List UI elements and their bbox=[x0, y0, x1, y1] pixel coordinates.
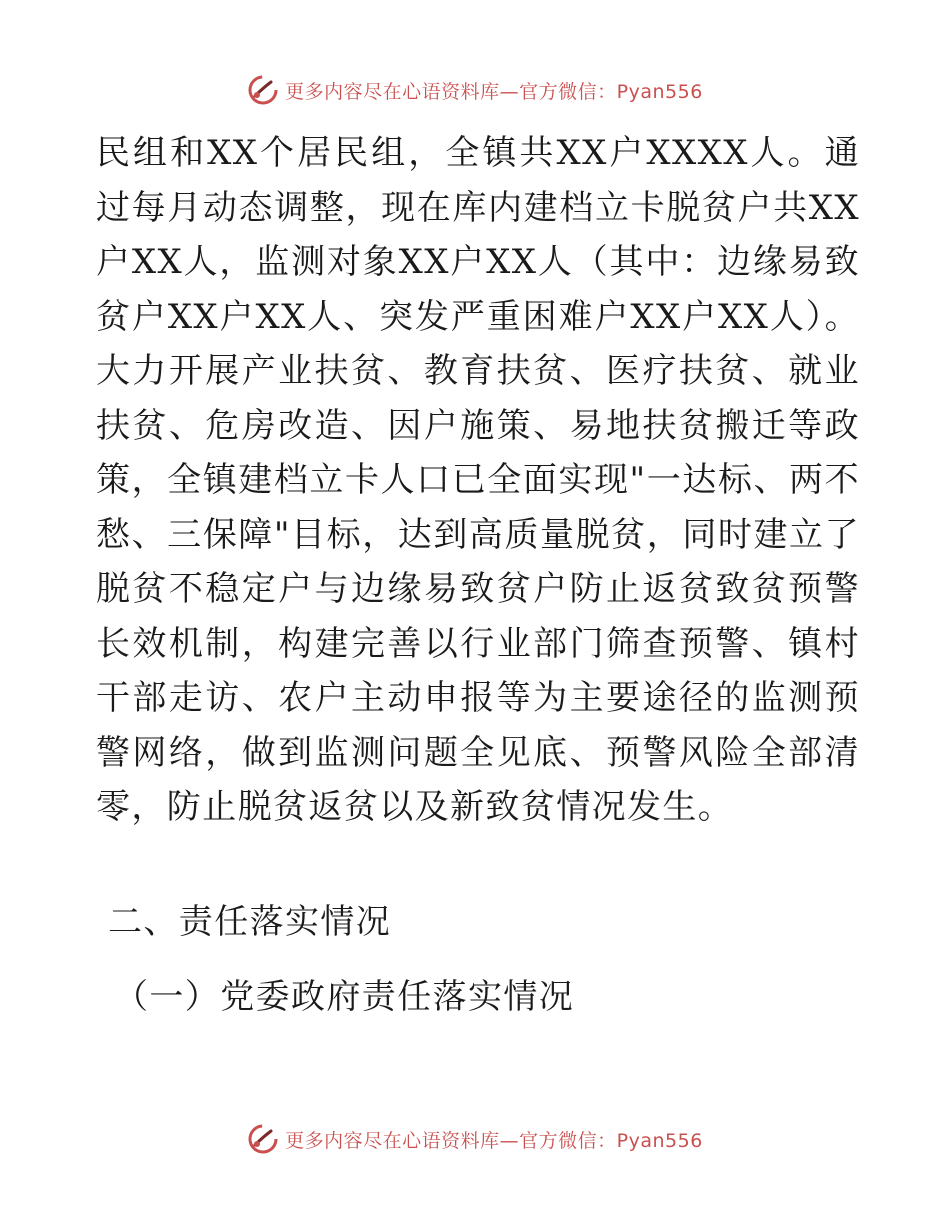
body-paragraph: 民组和XX个居民组，全镇共XX户XXXX人。通过每月动态调整，现在库内建档立卡脱贫户共XX户XX人，监测对象XX户XX人（其中：边缘易致贫户XX户XX人、突发严重困难户XX户XX人）。大力开展产业扶贫、教育扶贫、医疗扶贫、就业扶贫、危房改造、因户施策、易地扶贫搬迁等政策，全镇建档立卡人口已全面实现"一达标、两不愁、三保障"目标，达到高质量脱贫，同时建立了脱贫不稳定户与边缘易致贫户防止返贫致贫预警长效机制，构建完善以行业部门筛查预警、镇村干部走访、农户主动申报等为主要途径的监测预警网络，做到监测问题全见底、预警风险全部清零，防止脱贫返贫以及新致贫情况发生。 bbox=[96, 133, 860, 827]
brush-swirl-logo-icon bbox=[247, 74, 279, 106]
watermark-text: 更多内容尽在心语资料库—官方微信：Pyan556 bbox=[285, 1129, 703, 1152]
header-watermark-banner bbox=[0, 73, 950, 107]
document-body bbox=[96, 126, 860, 835]
subsection-heading: （一）党委政府责任落实情况 bbox=[114, 977, 575, 1017]
section-heading: 二、责任落实情况 bbox=[108, 902, 392, 942]
footer-watermark-banner bbox=[0, 1122, 950, 1156]
watermark-text: 更多内容尽在心语资料库—官方微信：Pyan556 bbox=[285, 80, 703, 103]
brush-swirl-logo-icon bbox=[247, 1123, 279, 1155]
